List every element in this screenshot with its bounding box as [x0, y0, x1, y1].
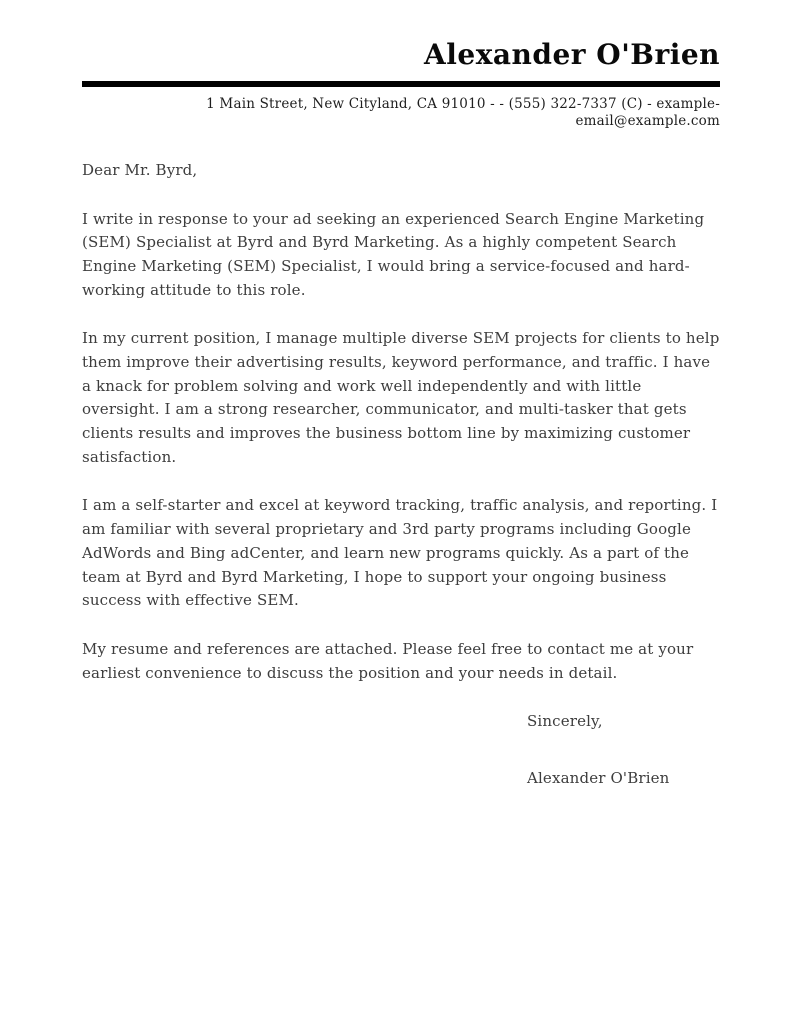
- letter-paragraph-4: My resume and references are attached. Please feel free to contact me at your earliest convenience to discuss the position and your needs in detail.: [82, 639, 694, 682]
- letter-body: [82, 159, 720, 791]
- signature-name: Alexander O'Brien: [527, 768, 670, 787]
- salutation: Dear Mr. Byrd,: [82, 160, 198, 179]
- contact-info: 1 Main Street, New Cityland, CA 91010 - - (555) 322-7337 (C) - example-email@example.com: [206, 95, 720, 130]
- sender-name: Alexander O'Brien: [424, 38, 720, 71]
- letter-header: [82, 40, 720, 131]
- header-divider-rule: [82, 81, 720, 87]
- closing: Sincerely,: [527, 712, 603, 731]
- letter-paragraph-2: In my current position, I manage multiple diverse SEM projects for clients to help them improve their advertising results, keyword performance, and traffic. I have a knack for problem solving and work well independently and with little oversight. I am a strong researcher, communicator, and multi-tasker that gets clients results and improves the business bottom line by maximizing customer satisfaction.: [82, 329, 720, 466]
- letter-paragraph-1: I write in response to your ad seeking an experienced Search Engine Marketing (SEM) Specialist at Byrd and Byrd Marketing. As a highly competent Search Engine Marketing (SEM) Specialist, I would bring a service-focused and hard-working attitude to this role.: [82, 209, 705, 299]
- letter-paragraph-3: I am a self-starter and excel at keyword tracking, traffic analysis, and reporting. I am familiar with several proprietary and 3rd party programs including Google AdWords and Bing adCenter, and learn new programs quickly. As a part of the team at Byrd and Byrd Marketing, I hope to support your ongoing business success with effective SEM.: [82, 496, 718, 610]
- signature-block: [82, 710, 720, 790]
